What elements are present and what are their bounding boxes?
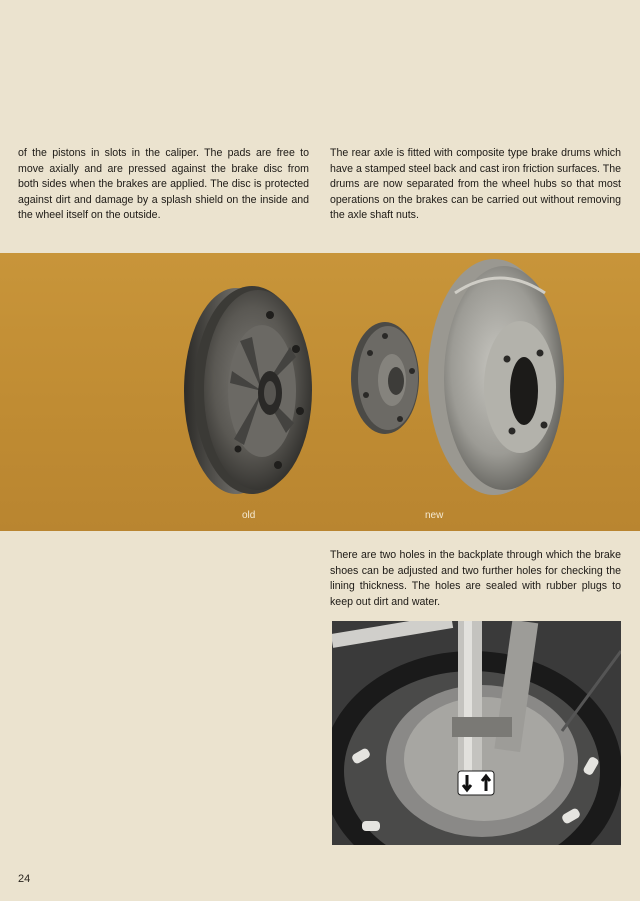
new-brake-drum [428,259,564,495]
caption-old: old [242,510,256,521]
backplate-photo [332,621,621,845]
caption-new: new [425,510,444,521]
wheel-hub [351,322,419,434]
backplate-holes-text: There are two holes in the backplate through which the brake shoes can be adjusted and two further holes for checking the lining thickness. The holes are sealed with rubber plugs to keep out dirt and water. [330,549,621,608]
right-column-text: The rear axle is fitted with composite type brake drums which have a stamped steel back and cast iron friction surfaces. The drums are now separated from the wheel hubs so that most operations on the brakes can be carried out without removing the axle shaft nuts. [330,147,621,222]
backplate-illustration [332,621,621,845]
brake-drums-figure [0,253,640,531]
old-brake-drum [184,286,312,494]
brake-drums-illustration [0,253,640,531]
left-column-text: of the pistons in slots in the caliper. The pads are free to move axially and are pressed against the brake disc from both sides when the brakes are applied. The disc is protected against dirt and damage by a splash shield on the inside and the wheel itself on the outside. [18,147,309,222]
page-number: 24 [18,873,31,885]
